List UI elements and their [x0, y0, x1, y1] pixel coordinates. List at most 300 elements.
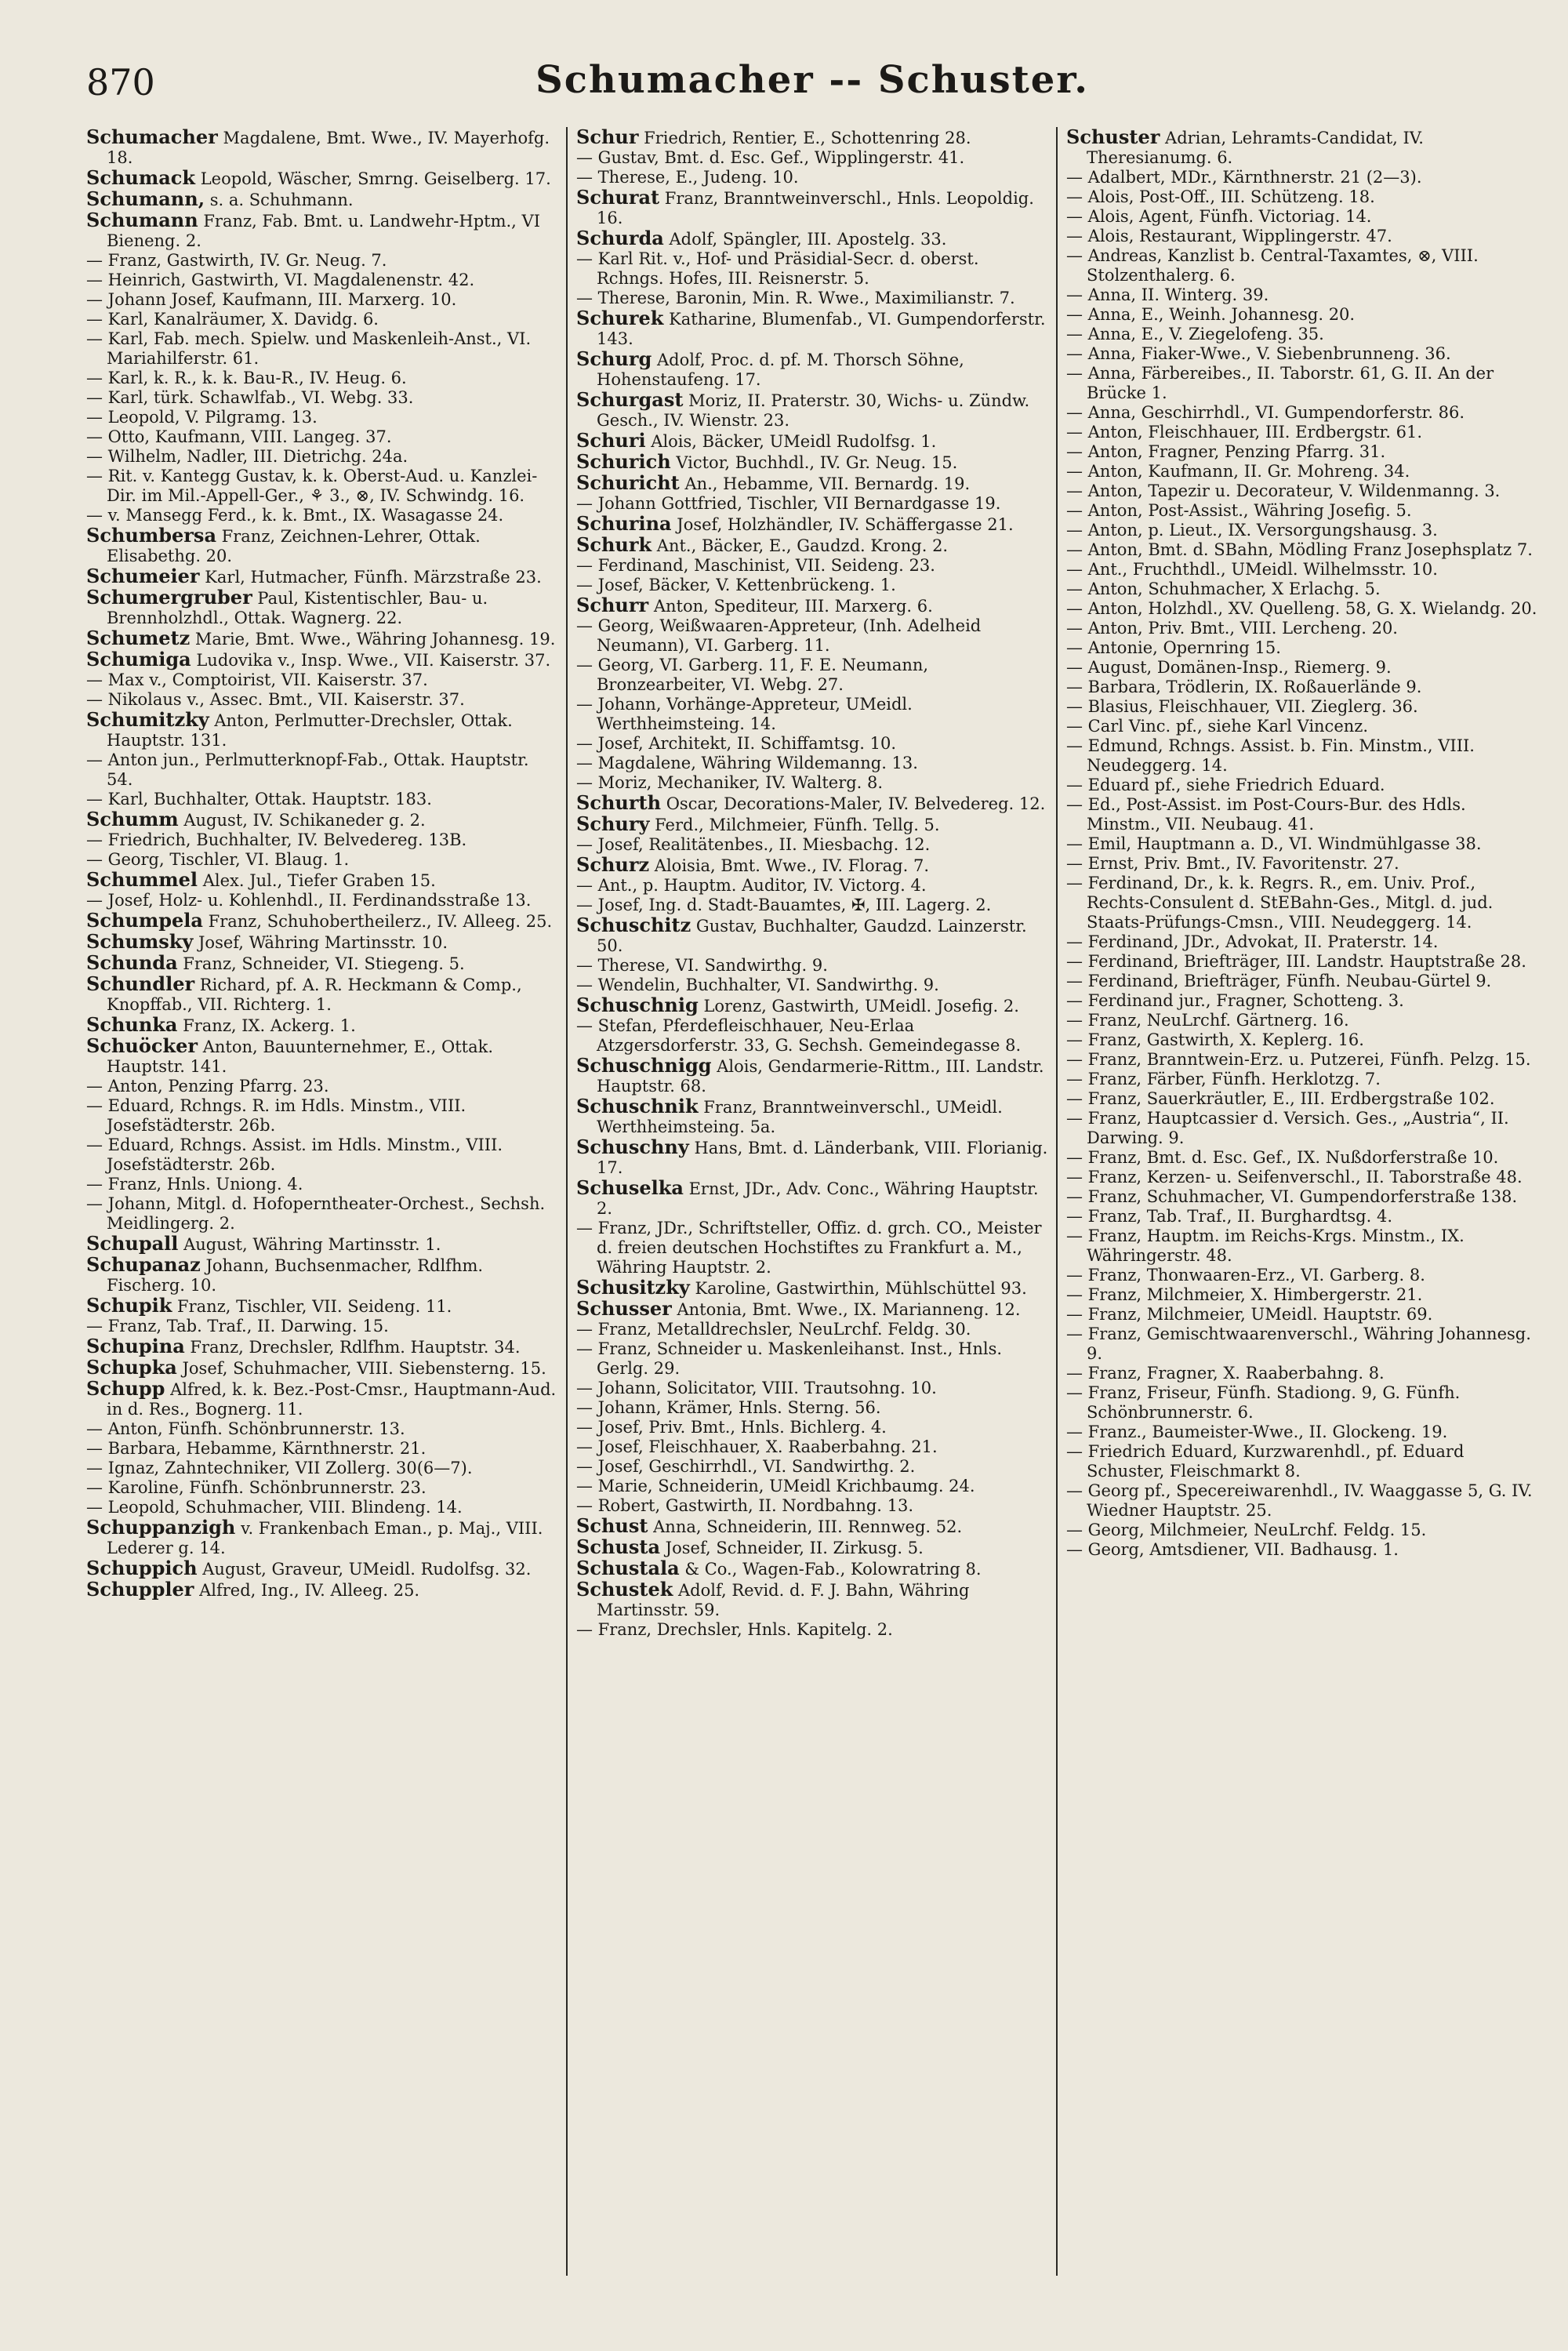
directory-entry: [86, 310, 558, 329]
entry-text: — Georg, VI. Garberg. 11, F. E. Neumann, Bronzearbeiter, VI. Webg. 27.: [576, 656, 929, 694]
directory-entry: [86, 1558, 558, 1579]
directory-entry: [1066, 1324, 1538, 1364]
entry-text: — Barbara, Hebamme, Kärnthnerstr. 21.: [86, 1439, 426, 1458]
entry-text: — Josef, Priv. Bmt., Hnls. Bichlerg. 4.: [576, 1418, 887, 1437]
entry-text: — Josef, Geschirrhdl., VI. Sandwirthg. 2.: [576, 1457, 916, 1476]
entry-text: Alois, Bäcker, UMeidl Rudolfsg. 1.: [645, 432, 937, 451]
entry-text: — Georg, Weißwaaren-Appreteur, (Inh. Adelheid Neumann), VI. Garberg. 11.: [576, 616, 982, 655]
entry-text: — Anna, E., Weinh. Johannesg. 20.: [1066, 305, 1356, 324]
entry-text: Ant., Bäcker, E., Gaudzd. Krong. 2.: [652, 536, 949, 555]
entry-text: Hans, Bmt. d. Länderbank, VIII. Florianig. 17.: [597, 1139, 1048, 1177]
entry-text: — Georg, Tischler, VI. Blaug. 1.: [86, 850, 350, 869]
directory-entry: [86, 587, 558, 628]
entry-text: — Josef, Fleischhauer, X. Raaberbahng. 21.: [576, 1437, 938, 1456]
entry-surname: Schuöcker: [86, 1034, 198, 1057]
entry-text: — Anton, Fragner, Penzing Pfarrg. 31.: [1066, 442, 1386, 461]
directory-entry: [576, 656, 1048, 695]
entry-surname: Schust: [576, 1514, 648, 1537]
directory-entry: [576, 1398, 1048, 1418]
entry-surname: Schundler: [86, 972, 195, 995]
directory-entry: [86, 1579, 558, 1601]
entry-surname: Schurg: [576, 347, 652, 370]
entry-text: Josef, Schuhmacher, VIII. Siebensterng. 15.: [176, 1359, 546, 1378]
entry-surname: Schumiga: [86, 648, 191, 670]
entry-surname: Schunda: [86, 951, 178, 974]
entry-text: Josef, Holzhändler, IV. Schäffergasse 21.: [671, 515, 1014, 534]
entry-text: — Franz, Friseur, Fünfh. Stadiong. 9, G. Fünfh. Schönbrunnerstr. 6.: [1066, 1383, 1461, 1422]
entry-text: — Eduard, Rchngs. Assist. im Hdls. Minstm., VIII. Josefstädterstr. 26b.: [86, 1136, 503, 1174]
directory-entry: [86, 1336, 558, 1357]
directory-entry: [1066, 991, 1538, 1011]
directory-entry: [1066, 227, 1538, 246]
entry-text: — Karl, türk. Schawlfab., VI. Webg. 33.: [86, 388, 414, 407]
entry-text: Karl, Hutmacher, Fünfh. Märzstraße 23.: [199, 568, 542, 587]
directory-entry: [1066, 1305, 1538, 1324]
entry-surname: Schuschitz: [576, 914, 691, 936]
entry-text: Josef, Schneider, II. Zirkusg. 5.: [660, 1539, 924, 1557]
entry-text: — Franz, Hauptm. im Reichs-Krgs. Minstm., IX. Währingerstr. 48.: [1066, 1226, 1465, 1265]
entry-text: August, Graveur, UMeidl. Rudolfsg. 32.: [197, 1560, 532, 1579]
directory-entry: [86, 1419, 558, 1439]
entry-surname: Schuster: [1066, 125, 1160, 148]
entry-text: — Marie, Schneiderin, UMeidl Krichbaumg. 24.: [576, 1477, 975, 1495]
directory-entry: [86, 388, 558, 408]
directory-entry: [576, 308, 1048, 349]
directory-entry: [576, 1320, 1048, 1339]
directory-entry: [86, 447, 558, 467]
entry-surname: Schumetz: [86, 627, 191, 649]
directory-entry: [1066, 678, 1538, 697]
entry-text: — Karoline, Fünfh. Schönbrunnerstr. 23.: [86, 1478, 426, 1497]
directory-entry: [86, 271, 558, 290]
entry-text: — Karl, Kanalräumer, X. Davidg. 6.: [86, 310, 379, 329]
directory-entry: [576, 1579, 1048, 1620]
entry-surname: Schupanaz: [86, 1253, 201, 1276]
directory-entry: [1066, 854, 1538, 874]
entry-text: Josef, Währing Martinsstr. 10.: [193, 933, 448, 952]
directory-entry: [576, 1477, 1048, 1496]
directory-entry: [576, 595, 1048, 616]
entry-surname: Schur: [576, 125, 639, 148]
directory-entry: [86, 710, 558, 750]
entry-text: — Friedrich Eduard, Kurzwarenhdl., pf. Eduard Schuster, Fleischmarkt 8.: [1066, 1442, 1465, 1481]
entry-text: — Anton, Fünfh. Schönbrunnerstr. 13.: [86, 1419, 405, 1438]
entry-text: An., Hebamme, VII. Bernardg. 19.: [679, 474, 971, 493]
directory-entry: [576, 616, 1048, 656]
entry-text: Franz, Schneider, VI. Stiegeng. 5.: [177, 954, 465, 973]
entry-surname: Schuri: [576, 429, 646, 452]
directory-entry: [1066, 697, 1538, 717]
directory-entry: [1066, 481, 1538, 501]
directory-entry: [1066, 540, 1538, 560]
directory-entry: [86, 251, 558, 271]
directory-entry: [576, 754, 1048, 773]
directory-entry: [86, 525, 558, 566]
entry-surname: Schuricht: [576, 471, 680, 494]
entry-surname: Schumsky: [86, 930, 194, 953]
directory-entry: [86, 649, 558, 670]
directory-entry: [1066, 403, 1538, 423]
entry-text: — Anton, Schuhmacher, X Erlachg. 5.: [1066, 580, 1381, 598]
entry-text: — Franz, Fragner, X. Raaberbahng. 8.: [1066, 1364, 1385, 1383]
directory-entry: [86, 932, 558, 953]
directory-entry: [576, 1219, 1048, 1277]
directory-entry: [1066, 1285, 1538, 1305]
entry-text: Karoline, Gastwirthin, Mühlschüttel 93.: [689, 1279, 1027, 1298]
entry-surname: Schuppler: [86, 1578, 194, 1601]
directory-entry: [86, 628, 558, 649]
entry-text: Leopold, Wäscher, Smrng. Geiselberg. 17.: [195, 169, 551, 188]
directory-entry: [1066, 442, 1538, 462]
entry-text: — Therese, Baronin, Min. R. Wwe., Maximilianstr. 7.: [576, 289, 1015, 307]
directory-entry: [1066, 834, 1538, 854]
directory-entry: [1066, 1383, 1538, 1423]
entry-text: — Josef, Ing. d. Stadt-Bauamtes, ✠, III. Lagerg. 2.: [576, 896, 992, 914]
directory-columns: [86, 127, 1538, 1640]
directory-entry: [576, 976, 1048, 995]
entry-text: — Alois, Post-Off., III. Schützeng. 18.: [1066, 187, 1375, 206]
entry-surname: Schummel: [86, 868, 198, 891]
entry-text: — Johann, Krämer, Hnls. Sterng. 56.: [576, 1398, 881, 1417]
directory-entry: [576, 576, 1048, 595]
directory-entry: [576, 1016, 1048, 1056]
entry-text: Antonia, Bmt. Wwe., IX. Marianneng. 12.: [671, 1300, 1021, 1319]
directory-entry: [1066, 305, 1538, 325]
entry-text: Franz, Branntweinverschl., Hnls. Leopoldig. 16.: [597, 189, 1034, 227]
entry-text: — Franz, Milchmeier, X. Himbergerstr. 21.: [1066, 1285, 1423, 1304]
directory-entry: [1066, 1109, 1538, 1148]
directory-entry: [576, 896, 1048, 915]
directory-entry: [576, 452, 1048, 473]
entry-text: — Anton, Post-Assist., Währing Josefig. 5.: [1066, 501, 1412, 520]
directory-entry: [1066, 344, 1538, 364]
entry-text: — Edmund, Rchngs. Assist. b. Fin. Minstm., VIII. Neudeggerg. 14.: [1066, 736, 1475, 775]
entry-surname: Schurth: [576, 791, 662, 814]
directory-entry: [1066, 187, 1538, 207]
directory-entry: [576, 1418, 1048, 1437]
directory-entry: [1066, 619, 1538, 638]
directory-entry: [86, 670, 558, 690]
column-3: [1066, 127, 1538, 1640]
entry-text: — Georg, Milchmeier, NeuLrchf. Feldg. 15.: [1066, 1521, 1427, 1539]
entry-surname: Schupp: [86, 1377, 165, 1400]
entry-text: s. a. Schuhmann.: [205, 191, 354, 209]
entry-surname: Schumacher: [86, 125, 218, 148]
entry-text: — Franz, Drechsler, Hnls. Kapitelg. 2.: [576, 1620, 893, 1639]
entry-text: — Franz, Bmt. d. Esc. Gef., IX. Nußdorferstraße 10.: [1066, 1148, 1499, 1167]
entry-surname: Schumeier: [86, 565, 200, 587]
entry-text: Lorenz, Gastwirth, UMeidl. Josefig. 2.: [698, 997, 1019, 1016]
directory-entry: [1066, 1148, 1538, 1168]
entry-text: — Ant., Fruchthdl., UMeidl. Wilhelmsstr. 10.: [1066, 560, 1438, 579]
entry-surname: Schupik: [86, 1294, 172, 1317]
directory-entry: [576, 514, 1048, 535]
entry-text: — Anna, II. Winterg. 39.: [1066, 285, 1269, 304]
directory-entry: [576, 168, 1048, 187]
entry-text: — Josef, Architekt, II. Schiffamtsg. 10.: [576, 734, 896, 753]
directory-entry: [576, 127, 1048, 148]
directory-entry: [576, 1178, 1048, 1219]
directory-entry: [1066, 972, 1538, 991]
directory-entry: [86, 369, 558, 388]
entry-text: August, Währing Martinsstr. 1.: [178, 1235, 441, 1254]
entry-text: — Anton, Bmt. d. SBahn, Mödling Franz Josephsplatz 7.: [1066, 540, 1533, 559]
entry-text: Oscar, Decorations-Maler, IV. Belvedereg. 12.: [661, 794, 1046, 813]
directory-entry: [86, 1439, 558, 1459]
entry-text: — Karl, Fab. mech. Spielw. und Maskenleih-Anst., VI. Mariahilferstr. 61.: [86, 329, 532, 368]
entry-text: Alfred, k. k. Bez.-Post-Cmsr., Hauptmann-Aud. in d. Res., Bognerg. 11.: [107, 1380, 557, 1419]
directory-entry: [86, 809, 558, 830]
directory-entry: [576, 1096, 1048, 1137]
directory-entry: [86, 1379, 558, 1419]
entry-text: — Ferdinand, Briefträger, III. Landstr. Hauptstraße 28.: [1066, 952, 1526, 971]
entry-text: Katharine, Blumenfab., VI. Gumpendorferstr. 143.: [597, 310, 1046, 348]
column-2: [576, 127, 1048, 1640]
directory-entry: [576, 1379, 1048, 1398]
directory-entry: [86, 1015, 558, 1036]
directory-entry: [1066, 1266, 1538, 1285]
entry-text: & Co., Wagen-Fab., Kolowratring 8.: [679, 1560, 982, 1579]
entry-text: — Wilhelm, Nadler, III. Dietrichg. 24a.: [86, 447, 408, 466]
directory-entry: [1066, 1168, 1538, 1187]
entry-text: — Alois, Agent, Fünfh. Victoriag. 14.: [1066, 207, 1372, 226]
entry-text: — Antonie, Opernring 15.: [1066, 638, 1281, 657]
directory-entry: [1066, 501, 1538, 521]
directory-entry: [86, 1459, 558, 1478]
directory-entry: [86, 1255, 558, 1295]
directory-entry: [576, 349, 1048, 390]
entry-text: — Johann, Solicitator, VIII. Trautsohng. 10.: [576, 1379, 937, 1397]
directory-entry: [576, 814, 1048, 835]
entry-text: — Franz, Milchmeier, UMeidl. Hauptstr. 69.: [1066, 1305, 1433, 1324]
entry-text: — Franz, Gastwirth, X. Keplerg. 16.: [1066, 1030, 1364, 1049]
entry-text: — Franz, Tab. Traf., II. Darwing. 15.: [86, 1317, 389, 1335]
entry-surname: Schumm: [86, 808, 179, 830]
entry-surname: Schumergruber: [86, 586, 252, 609]
entry-text: Franz, Tischler, VII. Seideng. 11.: [172, 1297, 452, 1316]
directory-entry: [86, 891, 558, 910]
entry-text: Victor, Buchhdl., IV. Gr. Neug. 15.: [670, 453, 958, 472]
directory-entry: [576, 249, 1048, 289]
entry-text: — Heinrich, Gastwirth, VI. Magdalenenstr. 42.: [86, 271, 475, 289]
entry-text: — Franz, Kerzen- u. Seifenverschl., II. Taborstraße 48.: [1066, 1168, 1523, 1186]
directory-entry: [1066, 736, 1538, 776]
entry-text: — Therese, VI. Sandwirthg. 9.: [576, 956, 828, 975]
entry-text: — Franz, Branntwein-Erz. u. Putzerei, Fünfh. Pelzg. 15.: [1066, 1050, 1531, 1069]
page-title: Schumacher -- Schuster.: [535, 58, 1089, 102]
directory-entry: [1066, 580, 1538, 599]
entry-text: — Anna, Färbereibes., II. Taborstr. 61, G. II. An der Brücke 1.: [1066, 364, 1494, 402]
directory-entry: [576, 915, 1048, 956]
page-number: 870: [86, 61, 155, 104]
entry-text: — Ferdinand, JDr., Advokat, II. Praterstr. 14.: [1066, 932, 1439, 951]
entry-surname: Schuselka: [576, 1176, 684, 1199]
directory-entry: [86, 1194, 558, 1234]
entry-text: — Barbara, Trödlerin, IX. Roßauerlände 9.: [1066, 678, 1422, 696]
entry-text: Gustav, Buchhalter, Gaudzd. Lainzerstr. 50.: [597, 917, 1027, 955]
directory-entry: [86, 790, 558, 809]
entry-text: — Franz, Sauerkräutler, E., III. Erdbergstraße 102.: [1066, 1089, 1495, 1108]
entry-text: — Anton jun., Perlmutterknopf-Fab., Ottak. Hauptstr. 54.: [86, 750, 529, 789]
directory-entry: [86, 566, 558, 587]
entry-surname: Schurk: [576, 533, 652, 556]
directory-entry: [86, 1136, 558, 1175]
entry-surname: Schuschny: [576, 1136, 689, 1158]
directory-entry: [1066, 1187, 1538, 1207]
entry-text: — Anton, p. Lieut., IX. Versorgungshausg. 3.: [1066, 521, 1438, 540]
entry-text: — Johann Gottfried, Tischler, VII Bernardgasse 19.: [576, 494, 1001, 513]
directory-entry: [576, 431, 1048, 452]
directory-entry: [86, 210, 558, 251]
directory-entry: [1066, 658, 1538, 678]
entry-text: — Johann Josef, Kaufmann, III. Marxerg. 10.: [86, 290, 457, 309]
entry-text: — Karl, k. R., k. k. Bau-R., IV. Heug. 6.: [86, 369, 407, 387]
directory-entry: [1066, 1540, 1538, 1560]
entry-text: — Ant., p. Hauptm. Auditor, IV. Victorg. 4.: [576, 876, 927, 895]
entry-text: Franz, Branntweinverschl., UMeidl. Werthheimsteing. 5a.: [597, 1098, 1003, 1136]
entry-text: — Ferdinand jur., Fragner, Schotteng. 3.: [1066, 991, 1404, 1010]
directory-entry: [1066, 325, 1538, 344]
entry-text: — Ferdinand, Dr., k. k. Regrs. R., em. Univ. Prof., Rechts-Consulent d. StEBahn-Ges., Mitgl. d. jud. Staats-Prüfungs-Cmsn., VIII. Neudeggerg. 14.: [1066, 874, 1494, 932]
directory-entry: [576, 1620, 1048, 1640]
entry-text: — Eduard pf., siehe Friedrich Eduard.: [1066, 776, 1385, 794]
directory-entry: [576, 1277, 1048, 1299]
directory-entry: [1066, 462, 1538, 481]
directory-entry: [576, 1339, 1048, 1379]
entry-text: — Therese, E., Judeng. 10.: [576, 168, 799, 187]
entry-text: August, IV. Schikaneder g. 2.: [178, 811, 426, 830]
directory-entry: [576, 1056, 1048, 1096]
directory-entry: [86, 850, 558, 870]
directory-entry: [86, 750, 558, 790]
directory-entry: [576, 1516, 1048, 1537]
entry-text: Paul, Kistentischler, Bau- u. Brennholzhdl., Ottak. Wagnerg. 22.: [107, 589, 488, 627]
entry-surname: Schusser: [576, 1297, 672, 1320]
entry-text: — Georg pf., Specereiwarenhdl., IV. Waaggasse 5, G. IV. Wiedner Hauptstr. 25.: [1066, 1481, 1533, 1520]
directory-entry: [86, 910, 558, 932]
directory-entry: [86, 408, 558, 427]
directory-entry: [1066, 776, 1538, 795]
directory-entry: [1066, 1070, 1538, 1089]
entry-text: — Franz, Gastwirth, IV. Gr. Neug. 7.: [86, 251, 387, 270]
entry-text: — Robert, Gastwirth, II. Nordbahng. 13.: [576, 1496, 914, 1515]
entry-text: — Franz, Thonwaaren-Erz., VI. Garberg. 8.: [1066, 1266, 1425, 1285]
directory-entry: [86, 690, 558, 710]
entry-text: — Johann, Vorhänge-Appreteur, UMeidl. Werthheimsteing. 14.: [576, 695, 913, 733]
entry-text: — Emil, Hauptmann a. D., VI. Windmühlgasse 38.: [1066, 834, 1482, 853]
entry-text: v. Frankenbach Eman., p. Maj., VIII. Lederer g. 14.: [107, 1519, 543, 1557]
entry-text: Richard, pf. A. R. Heckmann & Comp., Knopffab., VII. Richterg. 1.: [107, 976, 522, 1014]
entry-text: — Franz, Hnls. Uniong. 4.: [86, 1175, 303, 1194]
directory-entry: [1066, 874, 1538, 932]
entry-text: — Franz, Hauptcassier d. Versich. Ges., „Austria“, II. Darwing. 9.: [1066, 1109, 1509, 1147]
directory-entry: [1066, 795, 1538, 834]
directory-entry: [86, 1295, 558, 1317]
entry-text: — Nikolaus v., Assec. Bmt., VII. Kaiserstr. 37.: [86, 690, 465, 709]
directory-entry: [1066, 246, 1538, 285]
entry-surname: Schupka: [86, 1356, 177, 1379]
directory-entry: [576, 1537, 1048, 1558]
entry-surname: Schuschnik: [576, 1095, 699, 1117]
directory-entry: [576, 1457, 1048, 1477]
directory-entry: [86, 1077, 558, 1096]
entry-text: Franz, Fab. Bmt. u. Landwehr-Hptm., VI Bieneng. 2.: [107, 212, 540, 250]
entry-text: Adrian, Lehramts-Candidat, IV. Theresianumg. 6.: [1087, 129, 1424, 167]
directory-entry: [1066, 717, 1538, 736]
entry-surname: Schupina: [86, 1335, 185, 1357]
directory-entry: [86, 427, 558, 447]
directory-entry: [576, 228, 1048, 249]
entry-surname: Schumbersa: [86, 524, 216, 547]
entry-text: — Franz, Tab. Traf., II. Burghardtsg. 4.: [1066, 1207, 1393, 1226]
entry-text: Franz, IX. Ackerg. 1.: [177, 1016, 356, 1035]
directory-entry: [576, 535, 1048, 556]
entry-text: Adolf, Spängler, III. Apostelg. 33.: [663, 230, 947, 249]
entry-text: Ludovika v., Insp. Wwe., VII. Kaiserstr. 37.: [191, 651, 551, 670]
directory-entry: [1066, 1207, 1538, 1226]
entry-text: — Ed., Post-Assist. im Post-Cours-Bur. des Hdls. Minstm., VII. Neubaug. 41.: [1066, 795, 1466, 834]
entry-text: — Moriz, Mechaniker, IV. Walterg. 8.: [576, 773, 884, 792]
directory-entry: [576, 835, 1048, 855]
directory-entry: [86, 1175, 558, 1194]
directory-entry: [86, 168, 558, 189]
entry-text: — Anton, Kaufmann, II. Gr. Mohreng. 34.: [1066, 462, 1410, 481]
entry-text: — August, Domänen-Insp., Riemerg. 9.: [1066, 658, 1392, 677]
entry-text: Alois, Gendarmerie-Rittm., III. Landstr. Hauptstr. 68.: [597, 1057, 1044, 1096]
entry-text: — Anton, Penzing Pfarrg. 23.: [86, 1077, 329, 1096]
entry-surname: Schuppanzigh: [86, 1516, 236, 1539]
entry-text: — Ignaz, Zahntechniker, VII Zollerg. 30(6—7).: [86, 1459, 473, 1477]
directory-entry: [86, 506, 558, 525]
page-header: [86, 55, 1538, 127]
directory-entry: [1066, 1423, 1538, 1442]
directory-entry: [86, 953, 558, 974]
directory-entry: [86, 1234, 558, 1255]
entry-surname: Schurek: [576, 307, 664, 329]
directory-entry: [576, 1299, 1048, 1320]
entry-text: — Georg, Amtsdiener, VII. Badhausg. 1.: [1066, 1540, 1399, 1559]
entry-text: — Eduard, Rchngs. R. im Hdls. Minstm., VIII. Josefstädterstr. 26b.: [86, 1096, 466, 1135]
entry-text: — Friedrich, Buchhalter, IV. Belvedereg. 13B.: [86, 830, 467, 849]
directory-entry: [1066, 1364, 1538, 1383]
column-1: [86, 127, 558, 1640]
entry-text: — Franz, Färber, Fünfh. Herklotzg. 7.: [1066, 1070, 1381, 1088]
directory-entry: [1066, 127, 1538, 168]
directory-entry: [1066, 952, 1538, 972]
directory-entry: [576, 855, 1048, 876]
entry-text: Franz, Schuhobertheilerz., IV. Alleeg. 25.: [202, 912, 553, 931]
directory-entry: [1066, 932, 1538, 952]
entry-surname: Schuppich: [86, 1557, 198, 1579]
entry-text: — Carl Vinc. pf., siehe Karl Vincenz.: [1066, 717, 1369, 736]
entry-surname: Schurz: [576, 853, 650, 876]
entry-text: Ferd., Milchmeier, Fünfh. Tellg. 5.: [649, 816, 940, 834]
entry-surname: Schustek: [576, 1578, 673, 1601]
directory-entry: [576, 1496, 1048, 1516]
entry-text: — Ferdinand, Briefträger, Fünfh. Neubau-Gürtel 9.: [1066, 972, 1492, 990]
entry-text: — Leopold, Schuhmacher, VIII. Blindeng. 14.: [86, 1498, 463, 1517]
entry-text: — Alois, Restaurant, Wipplingerstr. 47.: [1066, 227, 1392, 245]
entry-text: Anton, Bauunternehmer, E., Ottak. Hauptstr. 141.: [107, 1037, 494, 1076]
directory-entry: [1066, 1481, 1538, 1521]
directory-entry: [86, 1036, 558, 1077]
entry-text: — Wendelin, Buchhalter, VI. Sandwirthg. 9.: [576, 976, 939, 994]
entry-text: — Josef, Holz- u. Kohlenhdl., II. Ferdinandsstraße 13.: [86, 891, 532, 910]
entry-text: — Franz, Gemischtwaarenverschl., Währing Johannesg. 9.: [1066, 1324, 1531, 1363]
directory-entry: [1066, 1089, 1538, 1109]
entry-text: — Stefan, Pferdefleischhauer, Neu-Erlaa Atzgersdorferstr. 33, G. Sechsh. Gemeindegasse 8.: [576, 1016, 1022, 1055]
directory-entry: [86, 830, 558, 850]
